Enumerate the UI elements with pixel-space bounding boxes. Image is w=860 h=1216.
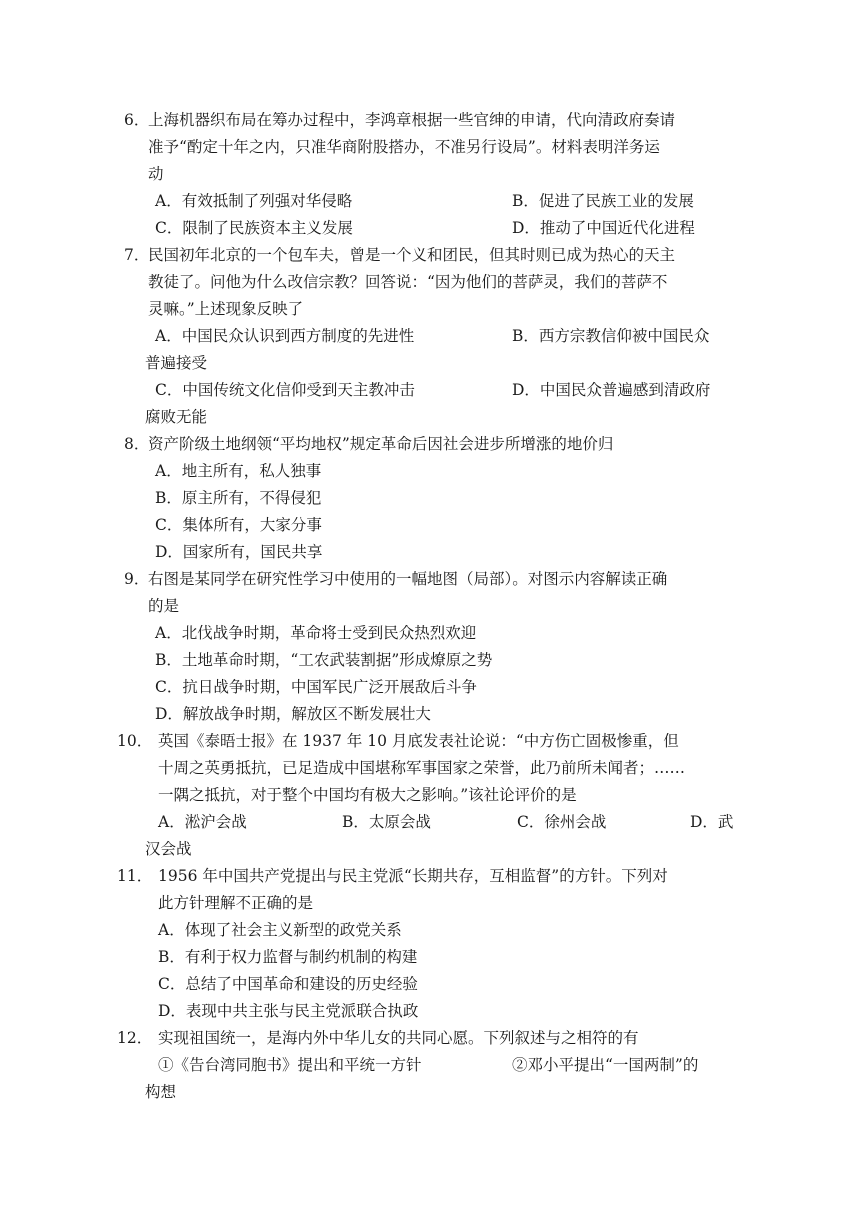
statement-1: ①《告台湾同胞书》提出和平统一方针 bbox=[158, 1056, 422, 1074]
option-d: D．解放战争时期，解放区不断发展壮大 bbox=[155, 705, 431, 723]
option-b: B．促进了民族工业的发展 bbox=[512, 192, 694, 210]
question-stem-line: 英国《泰晤士报》在 1937 年 10 月底发表社论说：“中方伤亡固极惨重，但 bbox=[158, 732, 679, 750]
statement-2-continued: 构想 bbox=[145, 1083, 177, 1101]
option-c: C．集体所有，大家分事 bbox=[155, 516, 322, 534]
option-d: D．推动了中国近代化进程 bbox=[512, 219, 695, 237]
option-b: B．有利于权力监督与制约机制的构建 bbox=[158, 948, 418, 966]
question-stem-line: 十周之英勇抵抗，已足造成中国堪称军事国家之荣誉，此乃前所未闻者；…… bbox=[158, 759, 686, 777]
option-c: C．中国传统文化信仰受到天主教冲击 bbox=[155, 381, 415, 399]
question-number: 10． bbox=[117, 732, 153, 750]
option-a: A．有效抵制了列强对华侵略 bbox=[155, 192, 353, 210]
question-number: 7． bbox=[124, 246, 150, 264]
option-c: C．抗日战争时期，中国军民广泛开展敌后斗争 bbox=[155, 678, 477, 696]
question-stem-line: 一隅之抵抗，对于整个中国均有极大之影响。”该社论评价的是 bbox=[158, 786, 577, 804]
option-d: D．中国民众普遍感到清政府 bbox=[512, 381, 711, 399]
option-b: B．土地革命时期，“工农武装割据”形成燎原之势 bbox=[155, 651, 493, 669]
question-stem-line: 教徒了。问他为什么改信宗教？回答说：“因为他们的菩萨灵，我们的菩萨不 bbox=[148, 273, 668, 291]
option-c: C．总结了中国革命和建设的历史经验 bbox=[158, 975, 418, 993]
option-b: B．原主所有，不得侵犯 bbox=[155, 489, 322, 507]
question-number: 9． bbox=[124, 570, 150, 588]
option-d-continued: 腐败无能 bbox=[145, 408, 208, 426]
option-c: C．限制了民族资本主义发展 bbox=[155, 219, 353, 237]
question-number: 8． bbox=[124, 435, 150, 453]
question-stem-line: 实现祖国统一，是海内外中华儿女的共同心愿。下列叙述与之相符的有 bbox=[158, 1029, 639, 1047]
option-b: B．太原会战 bbox=[342, 813, 431, 831]
question-stem-line: 准予“酌定十年之内，只准华商附股搭办，不准另行设局”。材料表明洋务运 bbox=[148, 138, 660, 156]
question-stem-line: 的是 bbox=[148, 597, 180, 615]
option-d: D．表现中共主张与民主党派联合执政 bbox=[158, 1002, 419, 1020]
question-stem-line: 灵嘛。”上述现象反映了 bbox=[148, 300, 304, 318]
question-stem-line: 上海机器织布局在筹办过程中，李鸿章根据一些官绅的申请，代向清政府奏请 bbox=[148, 111, 676, 129]
option-d: D．武 bbox=[690, 813, 734, 831]
option-a: A．淞沪会战 bbox=[158, 813, 247, 831]
option-c: C．徐州会战 bbox=[517, 813, 607, 831]
question-number: 6． bbox=[124, 111, 150, 129]
option-b-continued: 普遍接受 bbox=[145, 354, 208, 372]
option-a: A．体现了社会主义新型的政党关系 bbox=[158, 921, 402, 939]
option-a: A．地主所有，私人独事 bbox=[155, 462, 322, 480]
question-stem-line: 1956 年中国共产党提出与民主党派“长期共存，互相监督”的方针。下列对 bbox=[158, 867, 668, 885]
question-number: 12． bbox=[117, 1029, 153, 1047]
statement-2: ②邓小平提出“一国两制”的 bbox=[512, 1056, 699, 1074]
question-stem-line: 右图是某同学在研究性学习中使用的一幅地图（局部）。对图示内容解读正确 bbox=[148, 570, 668, 588]
option-a: A．中国民众认识到西方制度的先进性 bbox=[155, 327, 415, 345]
option-a: A．北伐战争时期，革命将士受到民众热烈欢迎 bbox=[155, 624, 477, 642]
option-d: D．国家所有，国民共享 bbox=[155, 543, 323, 561]
question-stem-line: 此方针理解不正确的是 bbox=[158, 894, 314, 912]
question-number: 11． bbox=[117, 867, 153, 885]
question-stem-line: 资产阶级土地纲领“平均地权”规定革命后因社会进步所增涨的地价归 bbox=[148, 435, 614, 453]
question-stem-line: 动 bbox=[148, 165, 164, 183]
question-stem-line: 民国初年北京的一个包车夫，曾是一个义和团民，但其时则已成为热心的天主 bbox=[148, 246, 676, 264]
option-d-continued: 汉会战 bbox=[145, 840, 192, 858]
option-b: B．西方宗教信仰被中国民众 bbox=[512, 327, 710, 345]
